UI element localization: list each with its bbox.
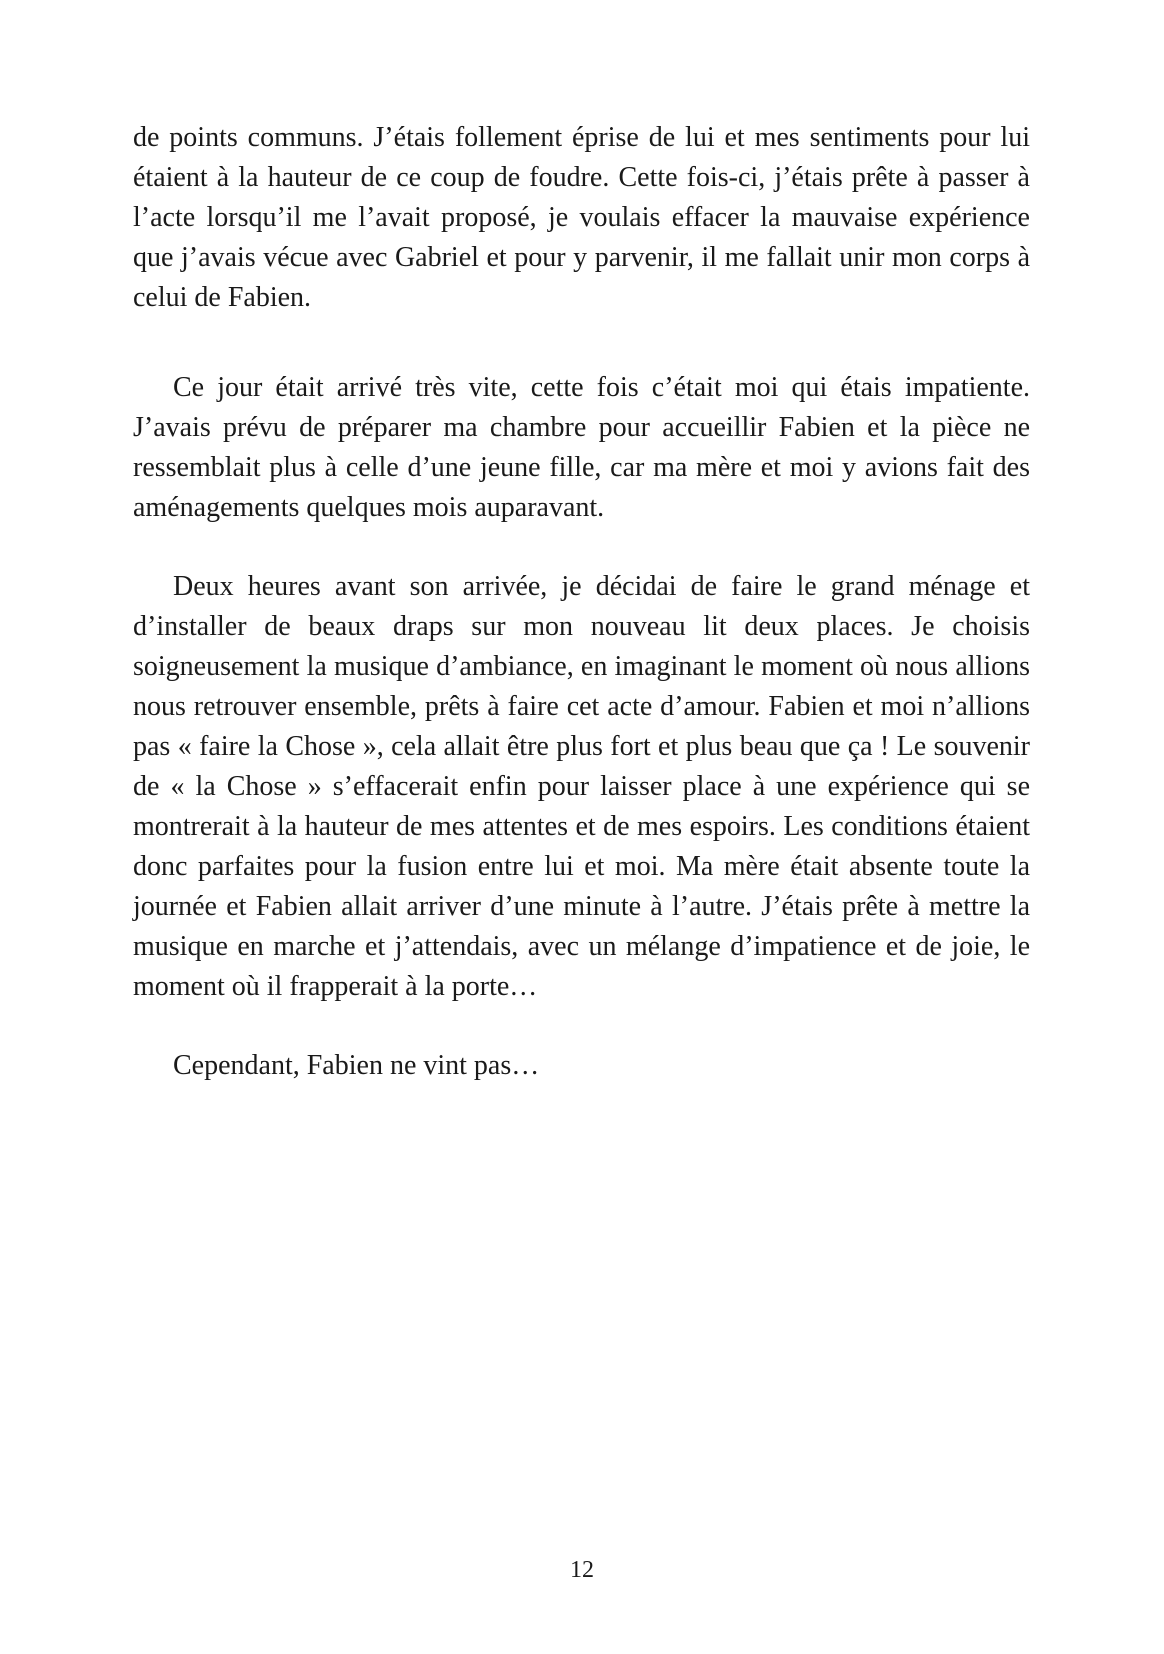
page-body bbox=[133, 118, 1030, 1086]
page-number: 12 bbox=[570, 1557, 594, 1583]
paragraph-conclusion: Cependant, Fabien ne vint pas… bbox=[173, 1050, 540, 1081]
paragraph-preparation: Deux heures avant son arrivée, je décidai de faire le grand ménage et d’installer de beaux draps sur mon nouveau lit deux places. Je choisis soigneusement la musique d’ambiance, en imaginant le moment où nous allions nous retrouver ensemble, prêts à faire cet acte d’amour. Fabien et moi n’allions pas « faire la Chose », cela allait être plus fort et plus beau que ça ! Le souvenir de « la Chose » s’effacerait enfin pour laisser place à une expérience qui se montrerait à la hauteur de mes attentes et de mes espoirs. Les conditions étaient donc parfaites pour la fusion entre lui et moi. Ma mère était absente toute la journée et Fabien allait arriver d’une minute à l’autre. J’étais prête à mettre la musique en marche et j’attendais, avec un mélange d’impatience et de joie, le moment où il frapperait à la porte… bbox=[133, 571, 1030, 1002]
paragraph-arrival-day: Ce jour était arrivé très vite, cette fois c’était moi qui étais impatiente. J’avais prévu de préparer ma chambre pour accueillir Fabien et la pièce ne ressemblait plus à celle d’une jeune fille, car ma mère et moi y avions fait des aménagements quelques mois auparavant. bbox=[133, 372, 1030, 523]
paragraph-continuation: de points communs. J’étais follement éprise de lui et mes sentiments pour lui étaient à la hauteur de ce coup de foudre. Cette fois-ci, j’étais prête à passer à l’acte lorsqu’il me l’avait proposé, je voulais effacer la mauvaise expérience que j’avais vécue avec Gabriel et pour y parvenir, il me fallait unir mon corps à celui de Fabien. bbox=[133, 122, 1030, 313]
